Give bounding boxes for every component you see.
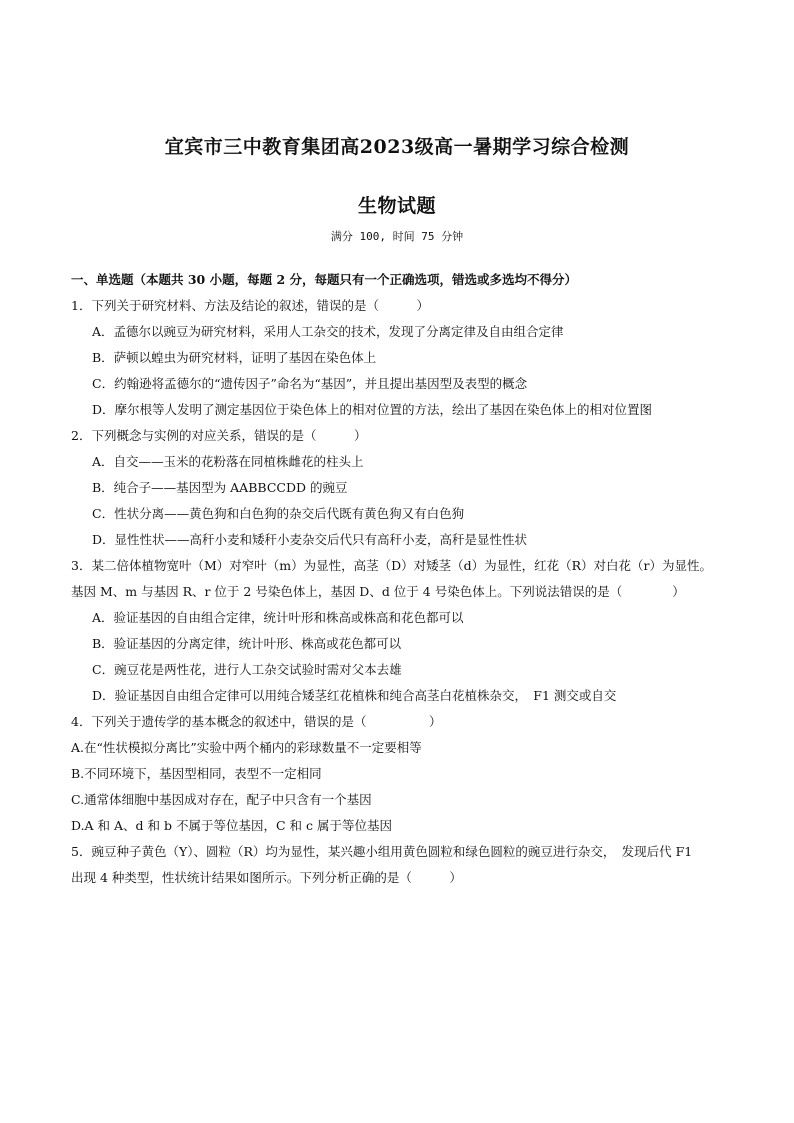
question-5-stem: 5．豌豆种子黄色（Y）、圆粒（R）均为显性，某兴趣小组用黄色圆粒和绿色圆粒的豌豆进行杂交， 发现后代 F1 xyxy=(71,844,693,859)
question-3-option-a: A．验证基因的自由组合定律，统计叶形和株高或株高和花色都可以 xyxy=(92,610,464,625)
question-2-option-d: D．显性性状——高秆小麦和矮秆小麦杂交后代只有高秆小麦，高秆是显性性状 xyxy=(92,532,528,547)
question-4-option-a: A.在“性状模拟分离比”实验中两个桶内的彩球数量不一定要相等 xyxy=(71,740,422,755)
question-3-option-b: B．验证基因的分离定律，统计叶形、株高或花色都可以 xyxy=(92,636,402,651)
exam-meta: 满分 100, 时间 75 分钟 xyxy=(330,230,464,243)
question-3-option-d: D．验证基因自由组合定律可以用纯合矮茎红花植株和纯合高茎白花植株杂交， F1 测交或自交 xyxy=(92,688,617,703)
question-1-option-c: C．约翰逊将孟德尔的“遗传因子”命名为“基因”，并且提出基因型及表型的概念 xyxy=(92,376,528,391)
exam-subject: 生物试题 xyxy=(357,195,436,217)
question-2-option-b: B．纯合子——基因型为 AABBCCDD 的豌豆 xyxy=(92,480,348,495)
question-2-option-a: A．自交——玉米的花粉落在同植株雌花的柱头上 xyxy=(92,454,364,469)
question-3-option-c: C．豌豆花是两性花，进行人工杂交试验时需对父本去雄 xyxy=(92,662,402,677)
question-1-option-a: A．孟德尔以豌豆为研究材料，采用人工杂交的技术，发现了分离定律及自由组合定律 xyxy=(92,324,564,339)
question-1-stem: 1．下列关于研究材料、方法及结论的叙述，错误的是（ ） xyxy=(71,298,429,313)
question-3-stem-continued: 基因 M、m 与基因 R、r 位于 2 号染色体上，基因 D、d 位于 4 号染色体上。下列说法错误的是（ ） xyxy=(71,584,685,599)
section-heading: 一、单选题（本题共 30 小题，每题 2 分，每题只有一个正确选项，错选或多选均不得分） xyxy=(71,272,578,287)
exam-title: 宜宾市三中教育集团高2023级高一暑期学习综合检测 xyxy=(164,136,630,158)
question-4-option-d: D.A 和 A、d 和 b 不属于等位基因，C 和 c 属于等位基因 xyxy=(71,818,392,833)
question-4-option-b: B.不同环境下，基因型相同，表型不一定相同 xyxy=(71,766,322,781)
question-1-option-d: D．摩尔根等人发明了测定基因位于染色体上的相对位置的方法，绘出了基因在染色体上的相对位置图 xyxy=(92,402,653,417)
question-3-stem: 3．某二倍体植物宽叶（M）对窄叶（m）为显性，高茎（D）对矮茎（d）为显性，红花（R）对白花（r）为显性。 xyxy=(71,558,713,573)
question-5-stem-continued: 出现 4 种类型，性状统计结果如图所示。下列分析正确的是（ ） xyxy=(71,870,462,885)
question-2-option-c: C．性状分离——黄色狗和白色狗的杂交后代既有黄色狗又有白色狗 xyxy=(92,506,465,521)
question-4-stem: 4．下列关于遗传学的基本概念的叙述中，错误的是（ ） xyxy=(71,714,442,729)
question-1-option-b: B．萨顿以蝗虫为研究材料，证明了基因在染色体上 xyxy=(92,350,377,365)
question-4-option-c: C.通常体细胞中基因成对存在，配子中只含有一个基因 xyxy=(71,792,372,807)
question-2-stem: 2．下列概念与实例的对应关系，错误的是（ ） xyxy=(71,428,367,443)
